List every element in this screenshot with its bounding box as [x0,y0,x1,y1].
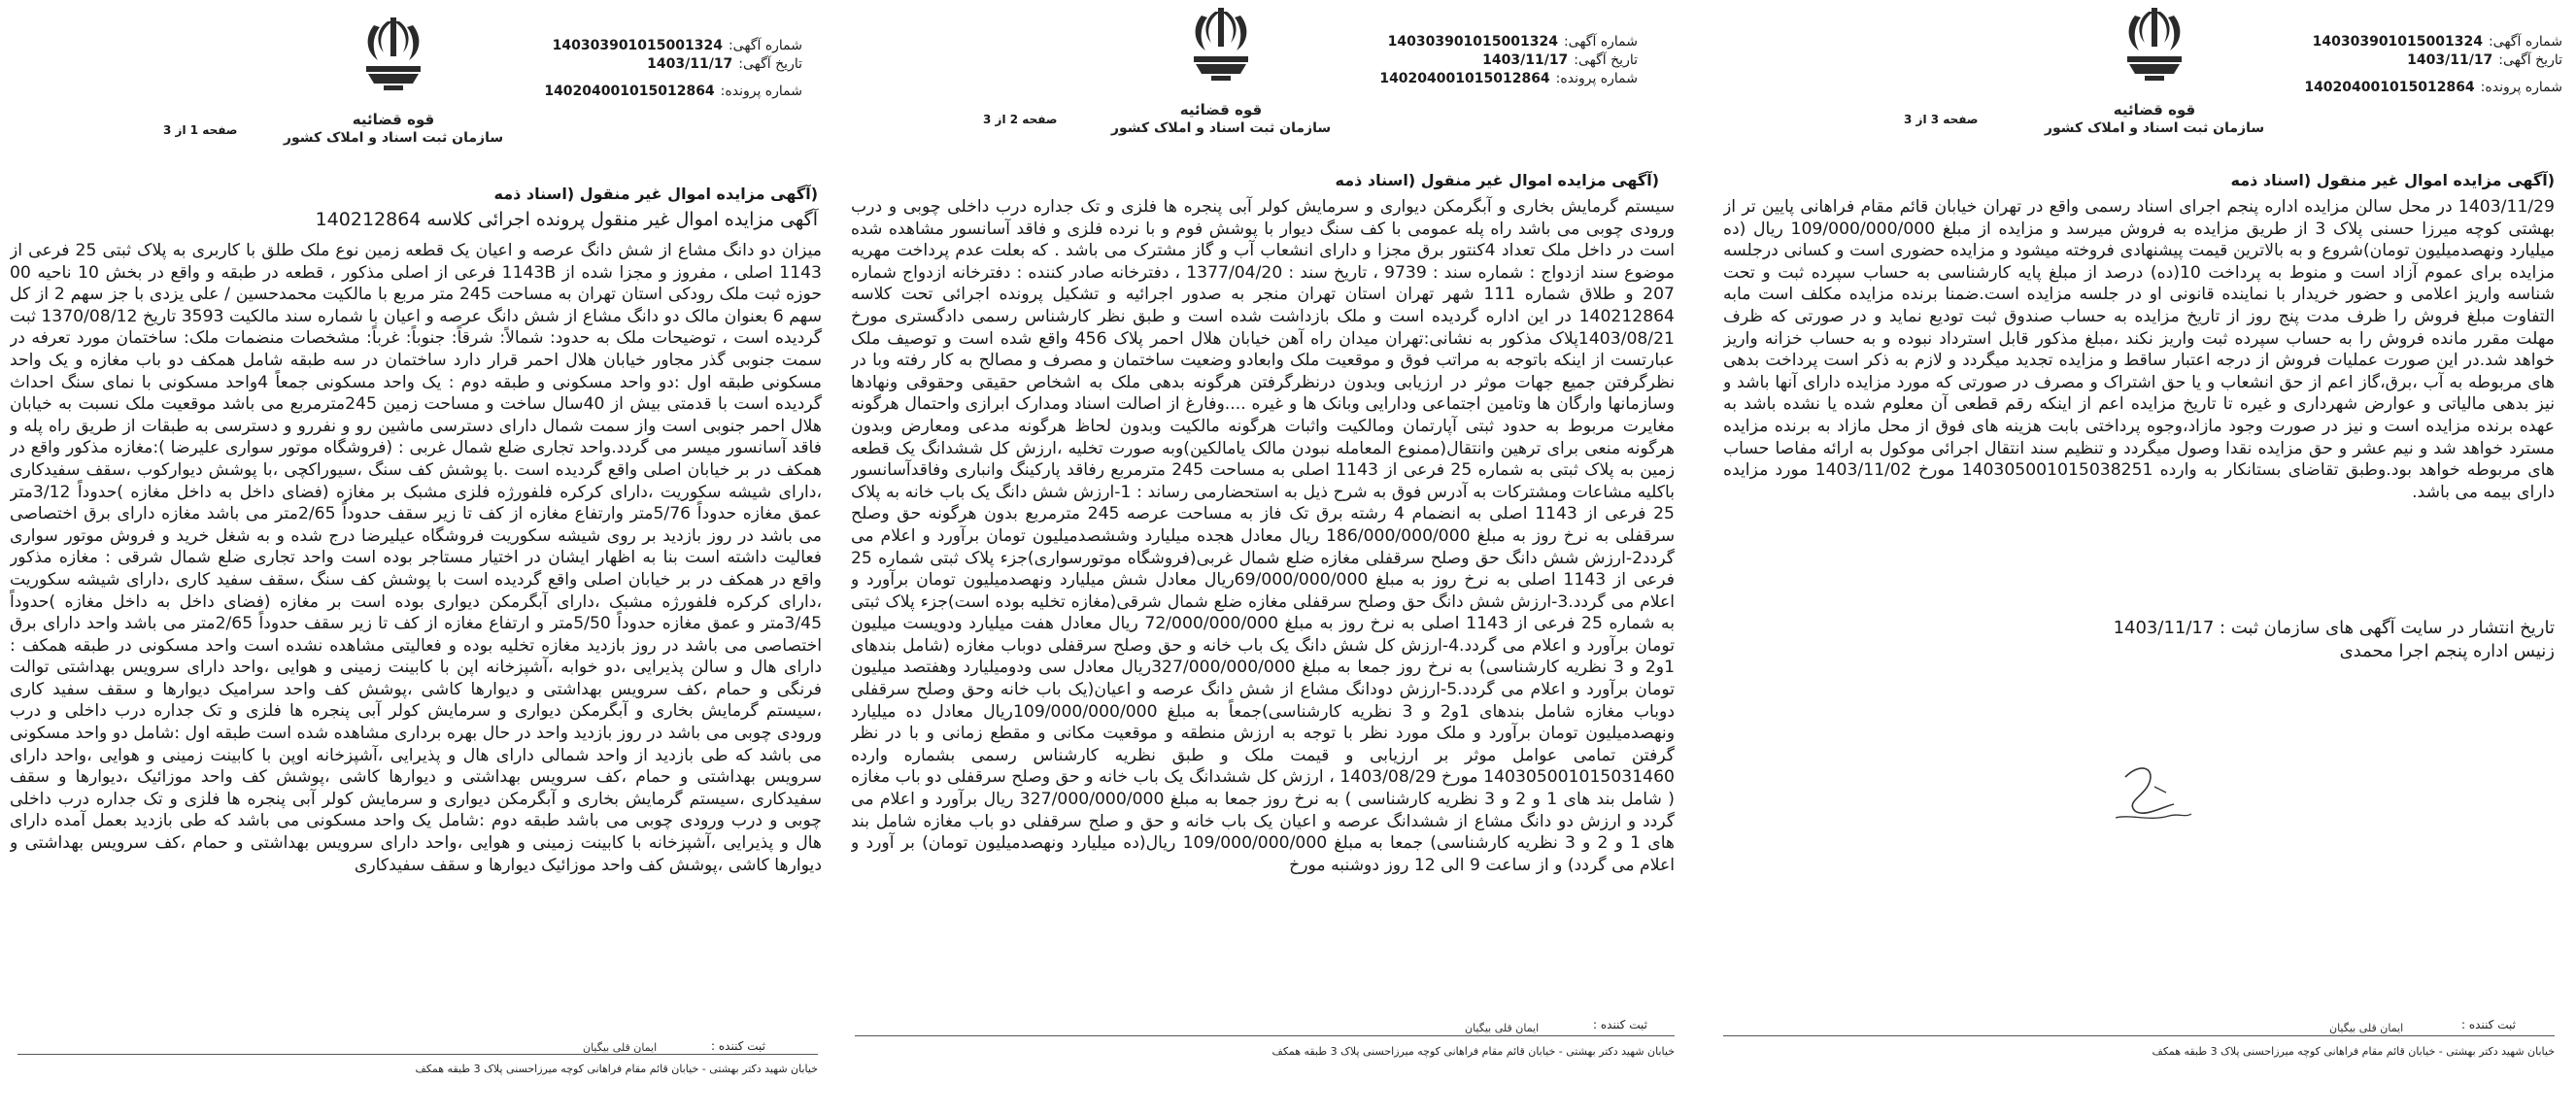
handwritten-signature-icon [2096,758,2203,835]
issuer-name: ایمان قلی بیگیان [1465,1022,1540,1034]
ad-metadata [453,37,802,101]
file-number-row: شماره پرونده:140204001015012864 [1379,71,1638,86]
ad-number-row: شماره آگهی:140303901015001324 [552,38,802,53]
document-subtitle: آگهی مزایده اموال غیر منقول پرونده اجرائی کلاسه 140212864 [315,209,818,230]
auction-body-text-page-3: 1403/11/29 در محل سالن مزایده اداره پنجم اجرای اسناد رسمی واقع در تهران خیابان قائم مقام فراهانی پایین تر از بهشتی کوچه میرزا حسنی پلاک 3 از طریق مزایده به فروش میرسد و مزایده از مبلغ 109/000/000/000 ریال (ده میلیارد ونهصدمیلیون تومان)شروع و به بالاترین قیمت پیشنهادی فروخته میشود و مزایده حضوری است و کسانی درجلسه مزایده برای عموم آزاد است و منوط به پرداخت 10(ده) درصد از مبلغ پایه کارشناسی به حساب سپرده ثبت و تحت شناسه واریز اعلامی و حضور خریدار با نماینده قانونی او در جلسه مزایده است.ضمنا برنده مزایده مکلف است مابه التفاوت مبلغ فروش را ظرف مدت پنج روز از تاریخ مزایده به حساب صندوق ثبت تودیع نماید و در صورتی که ظرف مهلت مقرر مانده فروش را به حساب سپرده ثبت واریز نکند ،مبلغ مذکور قابل استرداد نبوده و به حساب خزانه واریز خواهد شد.در این صورت عملیات فروش از درجه اعتبار ساقط و مزایده تجدید میگردد و لازم به ذکر است پرداخت بدهی های مربوطه به آب ،برق،گاز اعم از حق انشعاب و یا حق اشتراک و مصرف در صورتی که مورد مزایده دارای آنها باشد و نیز بدهی مالیاتی و عوارض شهرداری و غیره تا تاریخ مزایده اعم از اینکه رقم قطعی آن معلوم شده یا نشده باشد به عهده برنده مزایده است و نیز در صورت وجود مازاد،وجوه پرداختی بابت هزینه های فوق از محل مازاد به برنده مزایده مسترد خواهد شد و نیم عشر و حق مزایده نقدا وصول میگردد و تنظیم سند انتقال اجرائی موکول به ارائه مفاصا حساب های مربوطه خواهد بود.وطبق تقاضای بستانکار به وارده 140305001015038251 مورخ 1403/11/02 مورد مزایده دارای بیمه می باشد. [1723,197,2555,502]
registry-org-name: سازمان ثبت اسناد و املاک کشور [1110,120,1332,136]
iran-emblem-icon [2116,4,2193,97]
registry-org-name: سازمان ثبت اسناد و املاک کشور [2044,120,2265,136]
ad-metadata [2213,33,2562,97]
document-title: (آگهی مزایده اموال غیر منقول (اسناد ذمه [493,185,818,203]
office-address: خیابان شهید دکتر بهشتی - خیابان قائم مقام فراهانی کوچه میرزاحسنی پلاک 3 طبقه همکف [415,1063,818,1075]
footer-divider [855,1035,1675,1036]
issuer-name: ایمان قلی بیگیان [2329,1022,2404,1034]
ad-number-row: شماره آگهی:140303901015001324 [1387,34,1638,50]
page-number: صفحه 1 از 3 [163,123,238,137]
ad-metadata [1288,33,1638,88]
footer-divider [17,1054,818,1055]
ad-date-row: تاریخ آگهی:1403/11/17 [2407,52,2562,68]
judiciary-name: قوه قضائیه [1179,101,1263,118]
document-title: (آگهی مزایده اموال غیر منقول (اسناد ذمه [1335,171,1659,189]
page-number: صفحه 3 از 3 [1904,113,1979,126]
page-number: صفحه 2 از 3 [983,113,1058,126]
document-page-3 [1708,0,2576,1115]
file-number-row: شماره پرونده:140204001015012864 [2304,80,2562,95]
ad-number-row: شماره آگهی:140303901015001324 [2312,34,2562,50]
issuer-label: ثبت کننده : [2461,1018,2516,1031]
issuer-label: ثبت کننده : [1593,1018,1647,1031]
document-page-1 [0,0,835,1115]
footer-divider [1723,1035,2555,1036]
iran-emblem-icon [355,14,432,107]
auction-body-text-page-2: سیستم گرمایش بخاری و آبگرمکن دیواری و سرمایش کولر آبی پنجره ها فلزی و تک جداره درب داخلی چوبی و درب ورودی چوبی می باشد راه پله عمومی با کف سنگ دیوار با پوشش فوم و با نرده فلزی و فاقد آسانسور مشاهده شده است در داخل ملک تعداد 4کنتور برق مجزا و دارای انشعاب آب و گاز مشترک می باشد . که بعلت عدم پرداخت مهریه موضوع سند ازدواج : شماره سند : 9739 ، تاریخ سند : 1377/04/20 ، دفترخانه صادر کننده : دفترخانه ازدواج شماره 207 و طلاق شماره 111 شهر تهران استان تهران منجر به صدور اجرائیه و تشکیل پرونده اجرائی تحت کلاسه 140212864 در این اداره گردیده است و ملک بازداشت شده است و طبق نظر کارشناس رسمی دادگستری مورخ 1403/08/21پلاک مذکور به نشانی:تهران میدان راه آهن خیابان هلال احمر پلاک 456 واقع شده است و توصیف ملک عبارتست از اینکه باتوجه به مراتب فوق و موقعیت ملک وابعادو وضعیت ساختمان و مصرف و مصالح به کار رفته وبا در نظرگرفتن جمیع جهات موثر در ارزیابی وبدون درنظرگرفتن هرگونه بدهی ملک به اشخاص حقیقی وحقوقی ونهادها وسازمانها وارگان ها وتامین اجتماعی ودارایی وبانک ها و غیره ....وفارغ از اصالت اسناد ومدارک ابرازی واحتمال هرگونه مغایرت مربوط به حدود ثبتی آپارتمان ومالکیت واثبات هرگونه مالکیت وبدون لحاظ هرگونه مدعی ومعارض وبدون هرگونه منعی برای ترهین وانتقال(ممنوع المعامله نبودن مالک یامالکین)وبه صورت تخلیه ،ارزش کل ششدانگ یک قطعه زمین به پلاک ثبتی به شماره 25 فرعی از 1143 اصلی به مساحت 245 مترمربع رفاقد پارکینگ وانباری وفاقدآسانسور باکلیه مشاعات ومشترکات به آدرس فوق به شرح ذیل به استحضارمی رساند : 1-ارزش شش دانگ یک باب خانه به پلاک 25 فرعی از 1143 اصلی به انضمام 4 رشته برق تک فاز به مساحت عرصه 245 مترمربع بدون هرگونه حق وصلح سرقفلی به نرخ روز به مبلغ 186/000/000/000 ریال معادل هجده میلیارد وششصدمیلیون تومان برآورد و اعلام می گردد2-ارزش شش دانگ حق وصلح سرقفلی مغازه ضلع شمال غربی(فروشگاه موتورسواری)جزء پلاک ثبتی شماره 25 فرعی از 1143 اصلی به نرخ روز به مبلغ 69/000/000/000ریال معادل شش میلیارد ونهصدمیلیون تومان برآورد و اعلام می گردد.3-ارزش شش دانگ حق وصلح سرقفلی مغازه ضلع شمال شرقی(مغازه تخلیه بوده است)جزء پلاک ثبتی به شماره 25 فرعی از 1143 اصلی به نرخ روز به مبلغ 72/000/000/000 ریال معادل هفت میلیارد ودویست میلیون تومان برآورد و اعلام می گردد.4-ارزش کل شش دانگ یک باب خانه و حق وصلح سرقفلی دوباب مغازه (شامل بندهای 1و2 و 3 نظریه کارشناسی) به نرخ روز جمعا به مبلغ 327/000/000/000ریال معادل سی ودومیلیارد وهفتصد میلیون تومان برآورد و اعلام می گردد.5-ارزش دودانگ مشاع از شش دانگ عرصه و اعیان(یک باب خانه وحق وصلح سرقفلی دوباب مغازه شامل بندهای 1و2 و 3 نظریه کارشناسی)جمعاً به مبلغ 109/000/000/000ریال معادل ده میلیارد ونهصدمیلیون تومان برآورد و ملک مورد نظر با توجه به ارزش منطقه و موقعیت مکانی و مقطع زمانی و با در نظر گرفتن تمامی عوامل موثر بر ارزیابی و قیمت ملک و طبق نظریه کارشناس رسمی بشماره وارده 140305001015031460 مورخ 1403/08/29 ، ارزش کل ششدانگ یک باب خانه و حق وصلح سرقفلی دو باب مغازه ( شامل بند های 1 و 2 و 3 نظریه کارشناسی ) به نرخ روز جمعا به مبلغ 327/000/000/000 ریال برآورد و اعلام می گردد و ارزش دو دانگ مشاع از ششدانگ عرصه و اعیان یک باب خانه و حق و صلح سرقفلی دو باب مغازه شامل بند های 1 و 2 و 3 نظریه کارشناسی) جمعا به مبلغ 109/000/000/000 ریال(ده میلیارد ونهصدمیلیون تومان) بر آورد و اعلام می گردد) و از ساعت 9 الی 12 روز دوشنبه مورخ [851,197,1675,875]
registry-org-name: سازمان ثبت اسناد و املاک کشور [283,130,504,146]
ad-date-row: تاریخ آگهی:1403/11/17 [647,56,802,72]
office-address: خیابان شهید دکتر بهشتی - خیابان قائم مقام فراهانی کوچه میرزاحسنی پلاک 3 طبقه همکف [2152,1045,2555,1058]
judiciary-name: قوه قضائیه [352,111,435,128]
issuer-label: ثبت کننده : [711,1039,765,1053]
issuer-name: ایمان قلی بیگیان [583,1041,658,1054]
judiciary-name: قوه قضائیه [2113,101,2196,118]
file-number-row: شماره پرونده:140204001015012864 [544,84,802,99]
ad-date-row: تاریخ آگهی:1403/11/17 [1482,52,1638,68]
document-title: (آگهی مزایده اموال غیر منقول (اسناد ذمه [2230,171,2555,189]
document-page-2 [835,0,1708,1115]
publication-date-line: تاریخ انتشار در سایت آگهی های سازمان ثبت : 1403/11/17 [2113,618,2555,638]
department-head-name: زنیس اداره پنجم اجرا محمدی [2339,641,2555,661]
auction-body-text-page-1: میزان دو دانگ مشاع از شش دانگ عرصه و اعیان یک قطعه زمین نوع ملک طلق با کاربری به پلاک ثبتی 25 فرعی از 1143 اصلی ، مفروز و مجزا شده از 1143B فرعی از اصلی مذکور ، قطعه در طبقه و واقع در بخش 10 ناحیه 00 حوزه ثبت ملک رودکی استان تهران به مساحت 245 متر مربع با مالکیت محمدحسین / علی یزدی با جز سهم 2 از کل سهم 6 بعنوان مالک دو دانگ مشاع از شش دانگ عرصه و اعیان با شماره سند مالکیت 3593 تاریخ 1370/08/12 ثبت گردیده است ، توضیحات ملک به حدود: شمالاً: شرقاً: جنوباً: غرباً: مشخصات منضمات ملک: ساختمان مورد تعرفه در سمت جنوبی گذر مجاور خیابان هلال احمر قرار دارد ساختمان در سه طبقه شامل همکف دو باب مغازه و یک واحد مسکونی طبقه اول :دو واحد مسکونی و طبقه دوم : یک واحد مسکونی جمعاً 4واحد مسکونی با نمای سنگ احداث گردیده است با قدمتی بیش از 40سال ساخت و مساحت زمین 245مترمربع می باشد موقعیت ملک نسبت به خیابان هلال احمر جنوبی است واز سمت شمال دارای دسترسی ماشین رو و نفررو و دسترسی به طبقات از طریق راه پله و فاقد آسانسور میسر می گردد.واحد تجاری ضلع شمال غربی : (فروشگاه موتور سواری علیرضا ):مغازه مذکور واقع در همکف در بر خیابان اصلی واقع گردیده است .با پوشش کف سنگ ،سیوراکچی ،با پوشش دیوارکوب ،سقف سفیدکاری ،دارای شیشه سکوریت ،دارای کرکره فلفورژه فلزی مشبک بر مغازه (فضای داخل به داخل مغازه )حدوداً 3/12متر عمق مغازه حدوداً 5/76متر وارتفاع مغازه از کف تا زیر سقف حدوداً 2/65متر می باشد مغازه دارای برق اختصاصی می باشد در روز بازدید بر روی شیشه سکوریت فروشگاه عیلیرضا درج شده و به شغل خرید و فروش موتور سواری فعالیت داشته است بنا به اظهار ایشان در اختیار مستاجر بوده است واحد تجاری ضلع شمال شرقی : مغازه مذکور واقع در همکف در بر خیابان اصلی واقع گردیده است با پوشش کف سنگ ،سقف سفید کاری ،دارای شیشه سکوریت ،دارای کرکره فلفورژه مشبک ،دارای آبگرمکن دیواری بوده است بر مغازه (فضای داخل به داخل مغازه )حدوداً 3/45متر و عمق مغازه حدوداً 5/50متر و ارتفاع مغازه از کف تا زیر سقف حدوداً 2/65متر می باشد واحد دارای برق اختصاصی می باشد در روز بازدید مغازه تخلیه بوده و فعالیتی مشاهده نشده است واحد مسکونی در طبقه همکف : دارای هال و سالن پذیرایی ،دو خوابه ،آشپزخانه اپن با کابینت زمینی و هوایی ،واحد دارای سرویس بهداشتی توالت فرنگی و حمام ،کف سرویس بهداشتی و دیوارها کاشی ،پوشش کف واحد سرامیک دیوارها و سقف سفید کاری ،سیستم گرمایش بخاری و آبگرمکن دیواری و سرمایش کولر آبی پنجره ها فلزی و تک جداره درب داخلی و درب ورودی چوبی می باشد در روز بازدید واحد در حال بهره برداری مشاهده شده است طبقه اول :شامل دو واحد مسکونی می باشد که طی بازدید از واحد شمالی دارای هال و پذیرایی ،آشپزخانه اوپن با کابینت زمینی و هوایی ،واحد دارای سرویس بهداشتی و حمام ،کف سرویس بهداشتی و دیوارها کاشی ،پوشش کف واحد موزائیک ،دیوارها و سقف سفیدکاری ،سیستم گرمایش بخاری و آبگرمکن دیواری و سرمایش کولر آبی پنجره ها فلزی و تک جداره درب داخلی چوبی و درب ورودی چوبی می باشد طبقه دوم :شامل یک واحد مسکونی می باشد که طی بازدید بعمل آمده دارای هال و پذیرایی ،آشپزخانه با کابینت زمینی و هوایی ،واحد دارای سرویس بهداشتی و حمام ،کف سرویس بهداشتی و دیوارها کاشی ،پوشش کف واحد موزائیک دیوارها و سقف سفیدکاری [10,241,822,875]
iran-emblem-icon [1182,4,1260,97]
office-address: خیابان شهید دکتر بهشتی - خیابان قائم مقام فراهانی کوچه میرزاحسنی پلاک 3 طبقه همکف [1271,1045,1675,1058]
